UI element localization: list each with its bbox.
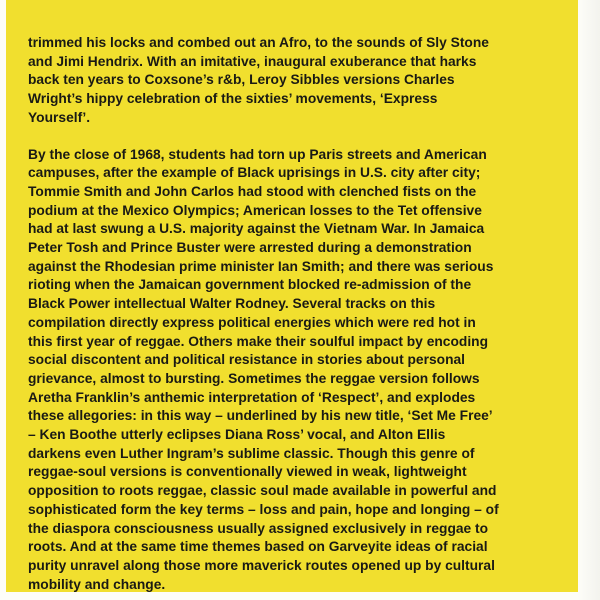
text-line: rioting when the Jamaican government blocked re-admission of the <box>28 277 472 293</box>
paragraph-2 <box>28 146 578 595</box>
text-line: – Ken Boothe utterly eclipses Diana Ross’ vocal, and Alton Ellis <box>28 427 446 443</box>
text-line: Black Power intellectual Walter Rodney. Several tracks on this <box>28 296 436 312</box>
text-line: podium at the Mexico Olympics; American losses to the Tet offensive <box>28 202 482 218</box>
text-line: sophisticated form the key terms – loss and pain, hope and longing – of <box>28 501 499 517</box>
text-line: darkens even Luther Ingram’s sublime classic. Though this genre of <box>28 445 475 461</box>
text-line: grievance, almost to bursting. Sometimes the reggae version follows <box>28 370 480 386</box>
text-line: compilation directly express political energies which were red hot in <box>28 314 476 330</box>
text-line: Tommie Smith and John Carlos had stood with clenched fists on the <box>28 183 477 199</box>
text-line: had at last swung a U.S. majority against the Vietnam War. In Jamaica <box>28 221 485 237</box>
text-line: By the close of 1968, students had torn up Paris streets and American <box>28 146 487 162</box>
text-line: Yourself’. <box>28 109 91 125</box>
body-text <box>28 34 578 594</box>
text-line: social discontent and political resistance in stories about personal <box>28 352 466 368</box>
text-line: Peter Tosh and Prince Buster were arrested during a demonstration <box>28 240 472 256</box>
yellow-text-panel <box>6 0 578 592</box>
text-line: opposition to roots reggae, classic soul made available in powerful and <box>28 483 497 499</box>
text-line: roots. And at the same time themes based on Garveyite ideas of racial <box>28 539 488 555</box>
text-line: these allegories: in this way – underlined by his new title, ‘Set Me Free’ <box>28 408 493 424</box>
text-line: Wright’s hippy celebration of the sixties’ movements, ‘Express <box>28 91 438 107</box>
text-line: back ten years to Coxsone’s r&b, Leroy Sibbles versions Charles <box>28 72 455 88</box>
text-line: and Jimi Hendrix. With an imitative, inaugural exuberance that harks <box>28 53 477 69</box>
text-line: trimmed his locks and combed out an Afro, to the sounds of Sly Stone <box>28 35 489 50</box>
paragraph-1 <box>28 34 578 128</box>
text-line: mobility and change. <box>28 576 166 592</box>
page-edge <box>578 0 600 600</box>
text-line: Aretha Franklin’s anthemic interpretation of ‘Respect’, and explodes <box>28 389 476 405</box>
text-line: reggae-soul versions is conventionally viewed in weak, lightweight <box>28 464 467 480</box>
text-line: campuses, after the example of Black uprisings in U.S. city after city; <box>28 165 481 181</box>
text-line: against the Rhodesian prime minister Ian Smith; and there was serious <box>28 258 494 274</box>
text-line: the diaspora consciousness usually assigned exclusively in reggae to <box>28 520 489 536</box>
text-line: this first year of reggae. Others make their soulful impact by encoding <box>28 333 489 349</box>
text-line: purity unravel along those more maverick routes opened up by cultural <box>28 557 495 573</box>
